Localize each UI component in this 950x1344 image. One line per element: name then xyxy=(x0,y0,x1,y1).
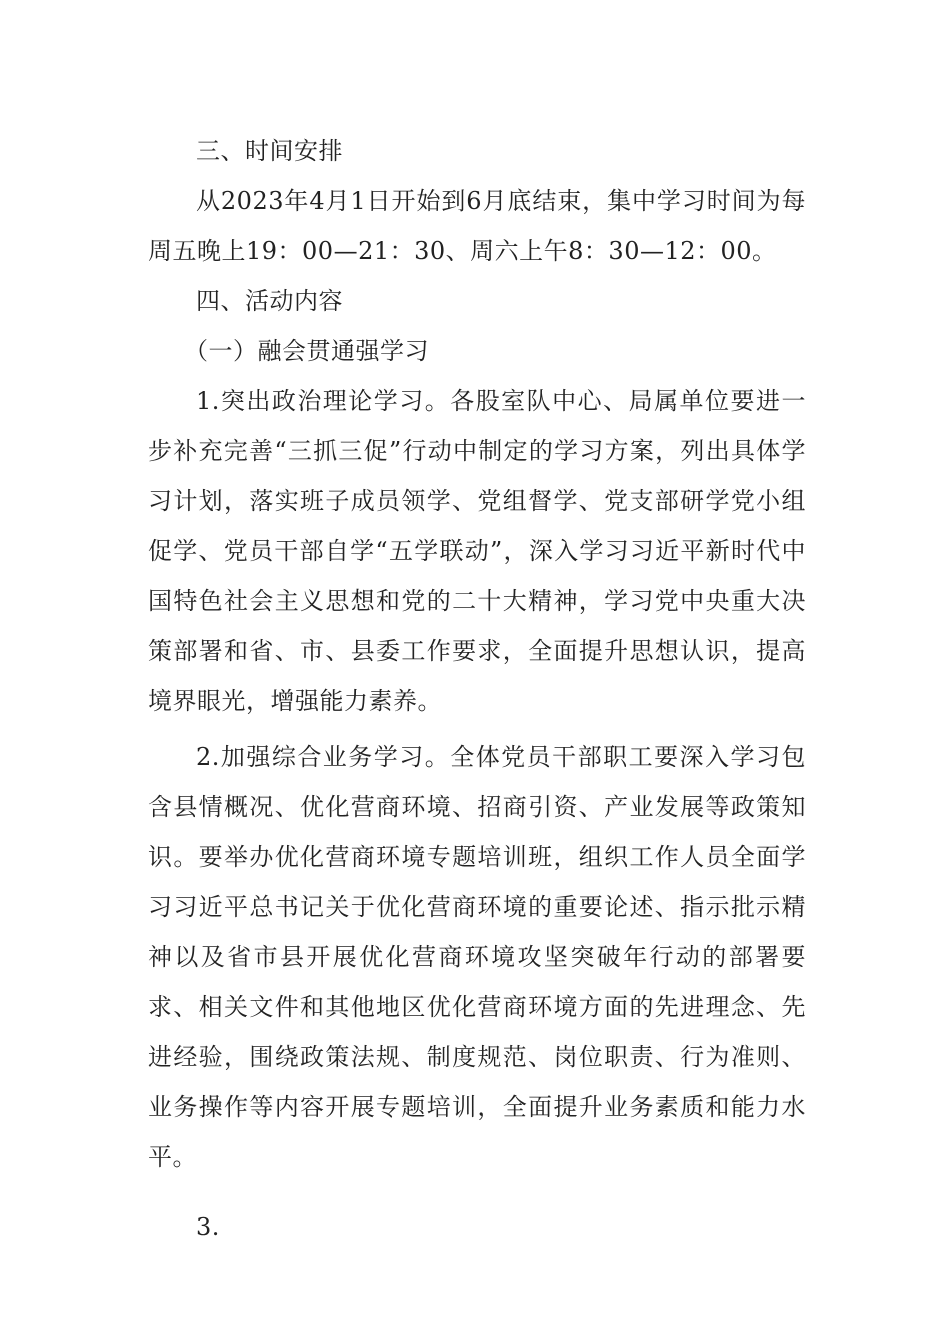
section-three-paragraph: 从2023年4月1日开始到6月底结束，集中学习时间为每周五晚上19：00—21：30、周六上午8：30—12：00。 xyxy=(148,187,806,265)
document-body xyxy=(148,126,806,1252)
item-three-number: 3. xyxy=(196,1213,220,1241)
item-one-paragraph: 1.突出政治理论学习。各股室队中心、局属单位要进一步补充完善“三抓三促”行动中制定的学习方案，列出具体学习计划，落实班子成员领学、党组督学、党支部研学党小组促学、党员干部自学“五学联动”，深入学习习近平新时代中国特色社会主义思想和党的二十大精神，学习党中央重大决策部署和省、市、县委工作要求，全面提升思想认识，提高境界眼光，增强能力素养。 xyxy=(148,387,806,715)
subsection-one-heading: （一）融会贯通强学习 xyxy=(184,337,429,365)
section-four-heading: 四、活动内容 xyxy=(196,287,343,315)
section-three-heading: 三、时间安排 xyxy=(196,137,343,165)
item-two-paragraph: 2.加强综合业务学习。全体党员干部职工要深入学习包含县情概况、优化营商环境、招商引资、产业发展等政策知识。要举办优化营商环境专题培训班，组织工作人员全面学习习近平总书记关于优化营商环境的重要论述、指示批示精神以及省市县开展优化营商环境攻坚突破年行动的部署要求、相关文件和其他地区优化营商环境方面的先进理念、先进经验，围绕政策法规、制度规范、岗位职责、行为准则、业务操作等内容开展专题培训，全面提升业务素质和能力水平。 xyxy=(148,743,806,1171)
